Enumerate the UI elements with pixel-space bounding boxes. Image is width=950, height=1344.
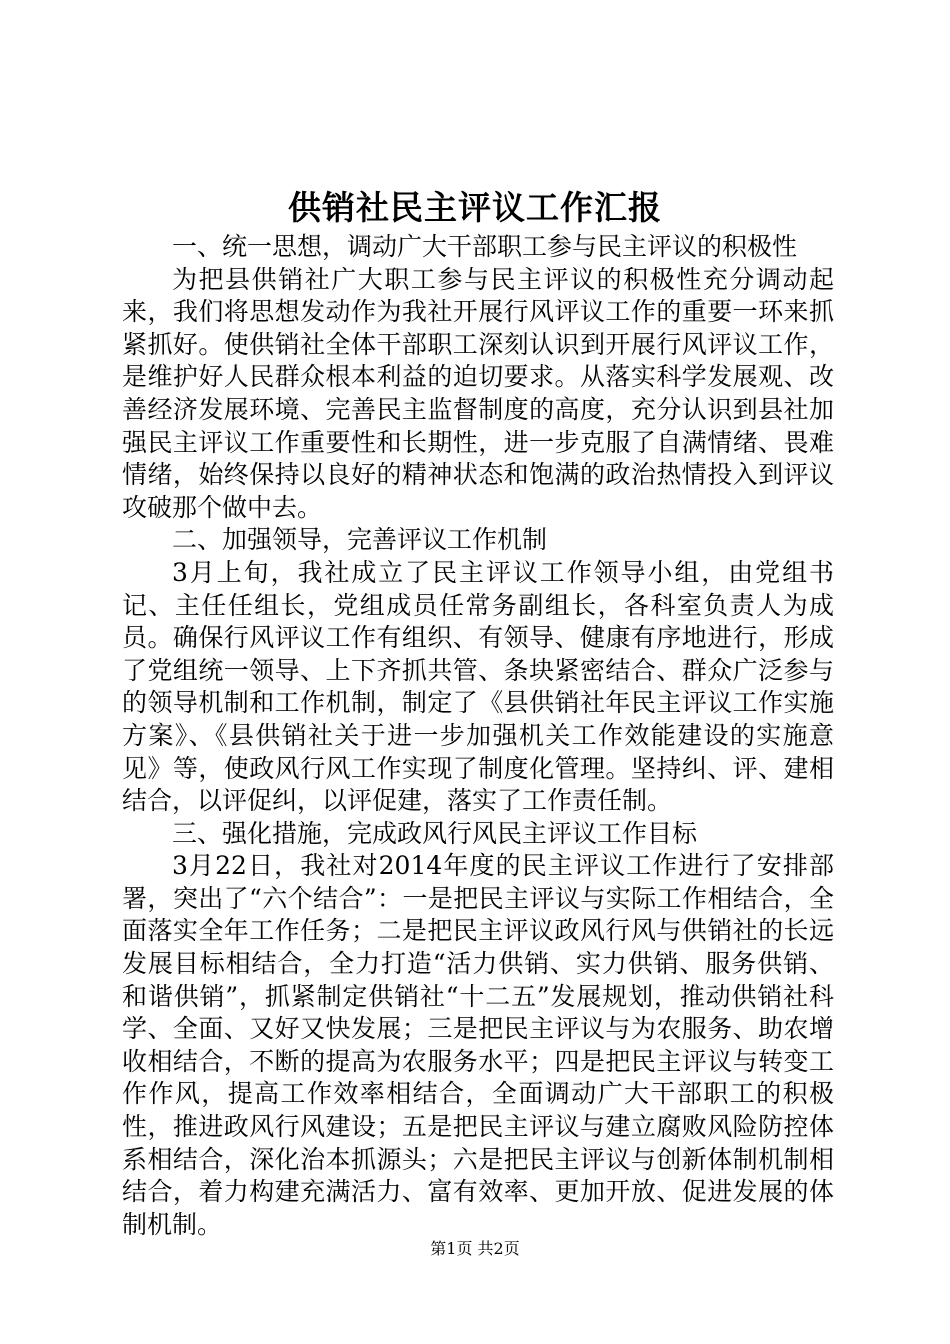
paragraph-1: 为把县供销社广大职工参与民主评议的积极性充分调动起来，我们将思想发动作为我社开展行风评议工作的重要一环来抓紧抓好。使供销社全体干部职工深刻认识到开展行风评议工作，是维护好人民群众根本利益的迫切要求。从落实科学发展观、改善经济发展环境、完善民主监督制度的高度，充分认识到县社加强民主评议工作重要性和长期性，进一步克服了自满情绪、畏难情绪，始终保持以良好的精神状态和饱满的政治热情投入到评议攻破那个做中去。	[122, 264, 834, 522]
document-body	[122, 231, 834, 1241]
page-number: 第1页 共2页	[430, 1239, 520, 1258]
section-heading-2: 二、加强领导，完善评议工作机制	[172, 525, 548, 555]
paragraph-2: 3月上旬，我社成立了民主评议工作领导小组，由党组书记、主任任组长，党组成员任常务副组长，各科室负责人为成员。确保行风评议工作有组织、有领导、健康有序地进行，形成了党组统一领导、上下齐抓共管、条块紧密结合、群众广泛参与的领导机制和工作机制，制定了《县供销社年民主评议工作实施方案》、《县供销社关于进一步加强机关工作效能建设的实施意见》等，使政风行风工作实现了制度化管理。坚持纠、评、建相结合，以评促纠，以评促建，落实了工作责任制。	[122, 557, 834, 816]
section-heading-3: 三、强化措施，完成政风行风民主评议工作目标	[172, 818, 698, 848]
paragraph-3: 3月22日，我社对2014年度的民主评议工作进行了安排部署，突出了“六个结合”：一是把民主评议与实际工作相结合，全面落实全年工作任务；二是把民主评议政风行风与供销社的长远发展目标相结合，全力打造“活力供销、实力供销、服务供销、和谐供销”，抓紧制定供销社“十二五”发展规划，推动供销社科学、全面、又好又快发展；三是把民主评议与为农服务、助农增收相结合，不断的提高为农服务水平；四是把民主评议与转变工作作风，提高工作效率相结合，全面调动广大干部职工的积极性，推进政风行风建设；五是把民主评议与建立腐败风险防控体系相结合，深化治本抓源头；六是把民主评议与创新体制机制相结合，着力构建充满活力、富有效率、更加开放、促进发展的体制机制。	[122, 851, 834, 1239]
document-title: 供销社民主评议工作汇报	[288, 188, 662, 227]
section-heading-1: 一、统一思想，调动广大干部职工参与民主评议的积极性	[172, 232, 798, 261]
